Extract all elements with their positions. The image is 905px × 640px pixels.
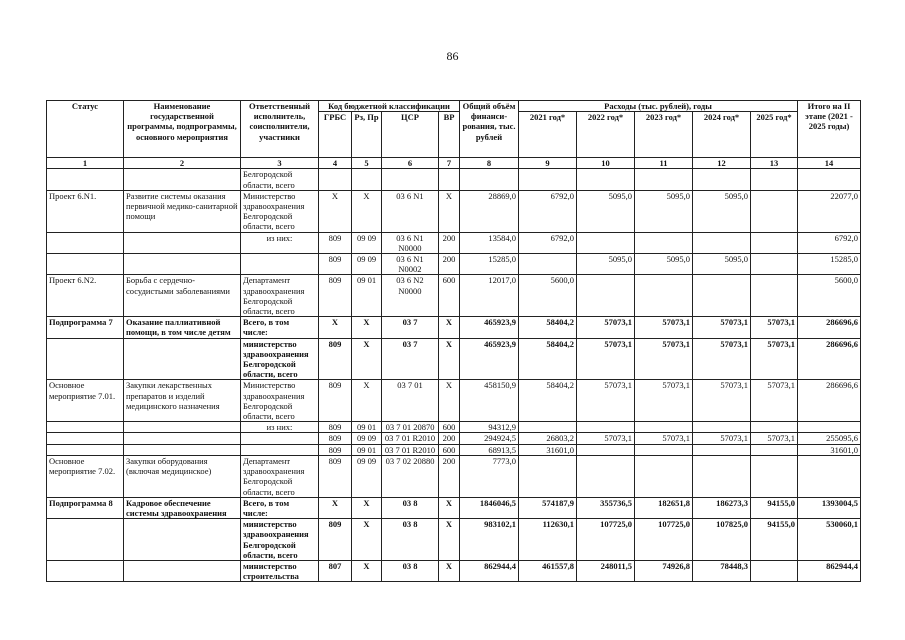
cell-2024: 57073,1	[693, 317, 751, 338]
cell-2022: 57073,1	[577, 433, 635, 444]
table-row	[47, 519, 861, 561]
cell-2025	[751, 190, 798, 232]
cell-2021: 461557,8	[519, 560, 577, 581]
cell-itogo: 862944,4	[798, 560, 861, 581]
cell-2024: 57073,1	[693, 338, 751, 380]
cell-rzpr: 09 09	[352, 433, 382, 444]
cell-2022	[577, 422, 635, 433]
col-index: 5	[352, 158, 382, 169]
cell-vr: 200	[439, 254, 460, 275]
cell-2025	[751, 275, 798, 317]
col-index: 13	[751, 158, 798, 169]
cell-2021	[519, 455, 577, 497]
cell-name: Кадровое обеспечение системы здравоохранения	[124, 497, 241, 518]
cell-executor: из них:	[241, 422, 319, 433]
cell-2023	[635, 275, 693, 317]
cell-itogo: 1393004,5	[798, 497, 861, 518]
table-row	[47, 560, 861, 581]
cell-csr: 03 7	[382, 317, 439, 338]
cell-csr: 03 7 01	[382, 380, 439, 422]
cell-2021: 31601,0	[519, 444, 577, 455]
cell-total: 465923,9	[460, 338, 519, 380]
col-index: 2	[124, 158, 241, 169]
cell-2023	[635, 444, 693, 455]
cell-vr: 600	[439, 444, 460, 455]
table-row	[47, 169, 861, 190]
cell-grbs: 809	[319, 380, 352, 422]
cell-total: 983102,1	[460, 519, 519, 561]
cell-csr: 03 6 N2 N0000	[382, 275, 439, 317]
table-row	[47, 433, 861, 444]
cell-csr: 03 6 N1 N0000	[382, 232, 439, 253]
cell-2022	[577, 455, 635, 497]
cell-name	[124, 169, 241, 190]
cell-status	[47, 519, 124, 561]
cell-name: Закупки лекарственных препаратов и изделий медицинского назначения	[124, 380, 241, 422]
cell-name	[124, 433, 241, 444]
cell-executor	[241, 444, 319, 455]
column-index-row	[47, 158, 861, 169]
col-index: 9	[519, 158, 577, 169]
header-rzpr: Рз, Пр	[352, 112, 382, 158]
cell-executor	[241, 433, 319, 444]
cell-2024: 107825,0	[693, 519, 751, 561]
header-itogo: Итого на II этапе (2021 - 2025 годы)	[798, 101, 861, 158]
cell-2023: 57073,1	[635, 433, 693, 444]
cell-grbs: Х	[319, 497, 352, 518]
cell-status	[47, 444, 124, 455]
header-vr: ВР	[439, 112, 460, 158]
cell-2022: 5095,0	[577, 190, 635, 232]
cell-vr: Х	[439, 497, 460, 518]
cell-grbs: 809	[319, 254, 352, 275]
header-2023: 2023 год*	[635, 112, 693, 158]
cell-itogo	[798, 455, 861, 497]
cell-vr: 200	[439, 232, 460, 253]
cell-2023: 57073,1	[635, 317, 693, 338]
cell-executor: Департамент здравоохранения Белгородской области, всего	[241, 275, 319, 317]
cell-status: Подпрограмма 7	[47, 317, 124, 338]
cell-2024: 186273,3	[693, 497, 751, 518]
cell-executor: Всего, в том числе:	[241, 497, 319, 518]
cell-total: 13584,0	[460, 232, 519, 253]
cell-2021	[519, 169, 577, 190]
cell-2024: 78448,3	[693, 560, 751, 581]
cell-total: 68913,5	[460, 444, 519, 455]
cell-total: 28869,0	[460, 190, 519, 232]
cell-status	[47, 433, 124, 444]
header-2024: 2024 год*	[693, 112, 751, 158]
cell-status: Подпрограмма 8	[47, 497, 124, 518]
cell-itogo	[798, 422, 861, 433]
cell-total: 465923,9	[460, 317, 519, 338]
table-row	[47, 380, 861, 422]
col-index: 6	[382, 158, 439, 169]
cell-2022: 57073,1	[577, 338, 635, 380]
cell-csr: 03 6 N1	[382, 190, 439, 232]
cell-grbs: 809	[319, 444, 352, 455]
cell-2021: 574187,9	[519, 497, 577, 518]
cell-name	[124, 338, 241, 380]
cell-status: Основное мероприятие 7.01.	[47, 380, 124, 422]
cell-total: 12017,0	[460, 275, 519, 317]
cell-name	[124, 560, 241, 581]
cell-2024	[693, 444, 751, 455]
cell-itogo: 31601,0	[798, 444, 861, 455]
header-2022: 2022 год*	[577, 112, 635, 158]
cell-2025	[751, 444, 798, 455]
cell-csr: 03 8	[382, 497, 439, 518]
cell-2024: 5095,0	[693, 254, 751, 275]
cell-2021: 26803,2	[519, 433, 577, 444]
cell-grbs: 809	[319, 275, 352, 317]
cell-vr: 200	[439, 433, 460, 444]
cell-name	[124, 232, 241, 253]
table-row	[47, 455, 861, 497]
cell-total: 458150,9	[460, 380, 519, 422]
cell-executor: Департамент здравоохранения Белгородской области, всего	[241, 455, 319, 497]
header-2021: 2021 год*	[519, 112, 577, 158]
cell-rzpr: Х	[352, 380, 382, 422]
cell-total: 94312,9	[460, 422, 519, 433]
cell-2025	[751, 455, 798, 497]
cell-2024: 57073,1	[693, 433, 751, 444]
cell-executor: Министерство здравоохранения Белгородской области, всего	[241, 380, 319, 422]
header-name: Наименование государственной программы, подпрограммы, основного мероприятия	[124, 101, 241, 158]
cell-total: 7773,0	[460, 455, 519, 497]
col-index: 8	[460, 158, 519, 169]
cell-2021: 5600,0	[519, 275, 577, 317]
cell-rzpr: Х	[352, 519, 382, 561]
cell-rzpr: Х	[352, 190, 382, 232]
cell-status	[47, 560, 124, 581]
table-row	[47, 317, 861, 338]
cell-vr: Х	[439, 380, 460, 422]
cell-itogo: 286696,6	[798, 380, 861, 422]
cell-vr: Х	[439, 317, 460, 338]
cell-2022	[577, 444, 635, 455]
budget-table	[46, 100, 861, 582]
col-index: 1	[47, 158, 124, 169]
cell-2025	[751, 560, 798, 581]
cell-2025: 94155,0	[751, 519, 798, 561]
cell-2023	[635, 232, 693, 253]
cell-rzpr: 09 09	[352, 232, 382, 253]
cell-total: 1846046,5	[460, 497, 519, 518]
cell-rzpr: Х	[352, 338, 382, 380]
cell-2022	[577, 232, 635, 253]
cell-2024	[693, 422, 751, 433]
cell-executor: Всего, в том числе:	[241, 317, 319, 338]
cell-vr: 600	[439, 275, 460, 317]
cell-grbs: 809	[319, 338, 352, 380]
cell-executor: из них:	[241, 232, 319, 253]
cell-csr: 03 6 N1 N0002	[382, 254, 439, 275]
col-index: 14	[798, 158, 861, 169]
cell-2023: 107725,0	[635, 519, 693, 561]
cell-name: Оказание паллиативной помощи, в том числе детям	[124, 317, 241, 338]
cell-total	[460, 169, 519, 190]
cell-2024: 5095,0	[693, 190, 751, 232]
cell-status: Проект 6.N2.	[47, 275, 124, 317]
page-number: 86	[446, 49, 459, 63]
cell-total: 15285,0	[460, 254, 519, 275]
cell-name: Закупки оборудования (включая медицинское)	[124, 455, 241, 497]
cell-2021: 58404,2	[519, 380, 577, 422]
cell-executor: Министерство здравоохранения Белгородской области, всего	[241, 190, 319, 232]
cell-rzpr: 09 01	[352, 275, 382, 317]
header-code-group: Код бюджетной классификации	[319, 101, 460, 112]
cell-grbs: 809	[319, 433, 352, 444]
cell-rzpr: Х	[352, 497, 382, 518]
cell-2022: 5095,0	[577, 254, 635, 275]
cell-2023: 57073,1	[635, 380, 693, 422]
cell-name: Борьба с сердечно-сосудистыми заболеваниями	[124, 275, 241, 317]
cell-grbs	[319, 169, 352, 190]
cell-2025: 94155,0	[751, 497, 798, 518]
cell-itogo: 286696,6	[798, 317, 861, 338]
cell-executor: министерство строительства	[241, 560, 319, 581]
col-index: 12	[693, 158, 751, 169]
cell-2025: 57073,1	[751, 433, 798, 444]
cell-itogo	[798, 169, 861, 190]
header-expenses-group: Расходы (тыс. рублей), годы	[519, 101, 798, 112]
cell-status	[47, 254, 124, 275]
cell-grbs: 809	[319, 455, 352, 497]
cell-itogo: 6792,0	[798, 232, 861, 253]
cell-itogo: 255095,6	[798, 433, 861, 444]
cell-rzpr	[352, 169, 382, 190]
col-index: 4	[319, 158, 352, 169]
cell-executor: министерство здравоохранения Белгородской области, всего	[241, 519, 319, 561]
cell-2022: 57073,1	[577, 380, 635, 422]
cell-2022: 248011,5	[577, 560, 635, 581]
table-row	[47, 497, 861, 518]
cell-name: Развитие системы оказания первичной медико-санитарной помощи	[124, 190, 241, 232]
header-total: Общий объём финанси-рования, тыс. рублей	[460, 101, 519, 158]
cell-grbs: 809	[319, 232, 352, 253]
cell-executor	[241, 254, 319, 275]
table-row	[47, 422, 861, 433]
cell-2022	[577, 169, 635, 190]
cell-2024: 57073,1	[693, 380, 751, 422]
cell-2024	[693, 275, 751, 317]
cell-2025	[751, 254, 798, 275]
cell-2025	[751, 422, 798, 433]
cell-grbs: 809	[319, 422, 352, 433]
cell-rzpr: 09 09	[352, 254, 382, 275]
cell-status: Проект 6.N1.	[47, 190, 124, 232]
cell-rzpr: Х	[352, 317, 382, 338]
cell-2022: 57073,1	[577, 317, 635, 338]
cell-vr: Х	[439, 338, 460, 380]
header-grbs: ГРБС	[319, 112, 352, 158]
cell-2021: 112630,1	[519, 519, 577, 561]
cell-2025	[751, 232, 798, 253]
cell-2022: 355736,5	[577, 497, 635, 518]
cell-vr: Х	[439, 519, 460, 561]
cell-vr: Х	[439, 190, 460, 232]
cell-executor: Белгородской области, всего	[241, 169, 319, 190]
table-row	[47, 232, 861, 253]
header-csr: ЦСР	[382, 112, 439, 158]
cell-csr: 03 7 01 R2010	[382, 444, 439, 455]
cell-2021	[519, 254, 577, 275]
cell-csr: 03 8	[382, 560, 439, 581]
cell-2023: 5095,0	[635, 190, 693, 232]
cell-2024	[693, 455, 751, 497]
cell-2023: 57073,1	[635, 338, 693, 380]
cell-rzpr: 09 01	[352, 422, 382, 433]
cell-itogo: 530060,1	[798, 519, 861, 561]
cell-executor: министерство здравоохранения Белгородской области, всего	[241, 338, 319, 380]
col-index: 11	[635, 158, 693, 169]
cell-2021: 6792,0	[519, 190, 577, 232]
header-row-1	[47, 101, 861, 112]
header-executor: Ответственный исполнитель, соисполнители, участники	[241, 101, 319, 158]
cell-itogo: 22077,0	[798, 190, 861, 232]
cell-grbs: Х	[319, 317, 352, 338]
table-row	[47, 338, 861, 380]
cell-2025: 57073,1	[751, 317, 798, 338]
cell-2023: 74926,8	[635, 560, 693, 581]
cell-csr: 03 8	[382, 519, 439, 561]
cell-2021	[519, 422, 577, 433]
cell-2023	[635, 455, 693, 497]
table-row	[47, 444, 861, 455]
cell-vr: 200	[439, 455, 460, 497]
col-index: 3	[241, 158, 319, 169]
cell-vr: Х	[439, 560, 460, 581]
cell-total: 294924,5	[460, 433, 519, 444]
cell-2024	[693, 169, 751, 190]
cell-status	[47, 232, 124, 253]
cell-name	[124, 519, 241, 561]
cell-status	[47, 169, 124, 190]
cell-csr: 03 7 02 20880	[382, 455, 439, 497]
cell-name	[124, 422, 241, 433]
cell-csr: 03 7 01 20870	[382, 422, 439, 433]
cell-itogo: 286696,6	[798, 338, 861, 380]
cell-2022: 107725,0	[577, 519, 635, 561]
cell-2021: 58404,2	[519, 338, 577, 380]
cell-rzpr: 09 09	[352, 455, 382, 497]
cell-2022	[577, 275, 635, 317]
cell-total: 862944,4	[460, 560, 519, 581]
cell-2023: 182651,8	[635, 497, 693, 518]
cell-csr: 03 7 01 R2010	[382, 433, 439, 444]
col-index: 7	[439, 158, 460, 169]
cell-status	[47, 338, 124, 380]
cell-rzpr: Х	[352, 560, 382, 581]
cell-2024	[693, 232, 751, 253]
cell-status: Основное мероприятие 7.02.	[47, 455, 124, 497]
cell-grbs: 809	[319, 519, 352, 561]
cell-csr: 03 7	[382, 338, 439, 380]
cell-grbs: 807	[319, 560, 352, 581]
cell-2023: 5095,0	[635, 254, 693, 275]
cell-2025	[751, 169, 798, 190]
cell-vr	[439, 169, 460, 190]
cell-name	[124, 254, 241, 275]
cell-vr: 600	[439, 422, 460, 433]
header-status: Статус	[47, 101, 124, 158]
cell-itogo: 5600,0	[798, 275, 861, 317]
cell-2023	[635, 422, 693, 433]
header-2025: 2025 год*	[751, 112, 798, 158]
cell-csr	[382, 169, 439, 190]
cell-2023	[635, 169, 693, 190]
cell-rzpr: 09 01	[352, 444, 382, 455]
cell-grbs: Х	[319, 190, 352, 232]
cell-name	[124, 444, 241, 455]
table-row	[47, 275, 861, 317]
cell-2025: 57073,1	[751, 380, 798, 422]
table-row	[47, 254, 861, 275]
table-row	[47, 190, 861, 232]
col-index: 10	[577, 158, 635, 169]
cell-status	[47, 422, 124, 433]
cell-2025: 57073,1	[751, 338, 798, 380]
cell-itogo: 15285,0	[798, 254, 861, 275]
cell-2021: 6792,0	[519, 232, 577, 253]
cell-2021: 58404,2	[519, 317, 577, 338]
